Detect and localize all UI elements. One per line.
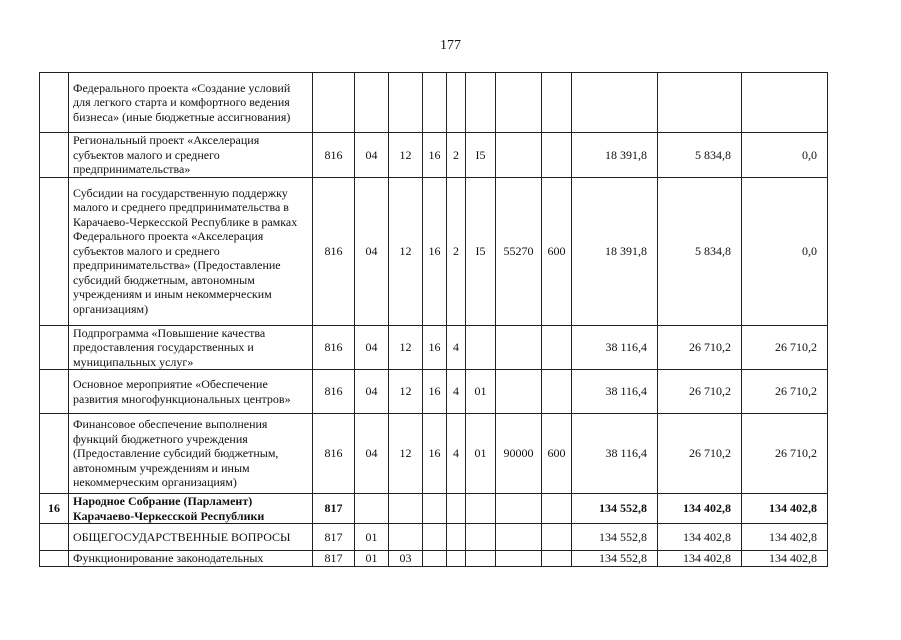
subsection-code-cell: 12 (389, 414, 423, 494)
ministry-code-cell (313, 73, 355, 133)
subprogram-code-cell (447, 73, 466, 133)
section-code-cell: 04 (355, 133, 389, 178)
section-code-cell: 01 (355, 524, 389, 551)
amount-year1-cell: 18 391,8 (572, 133, 658, 178)
activity-code-cell: 01 (466, 370, 496, 414)
ministry-code-cell: 816 (313, 177, 355, 325)
amount-year3-cell: 0,0 (742, 133, 828, 178)
amount-year3-cell: 26 710,2 (742, 325, 828, 370)
amount-year3-cell: 0,0 (742, 177, 828, 325)
row-number-cell (40, 133, 69, 178)
section-code-cell: 04 (355, 370, 389, 414)
row-number-cell (40, 177, 69, 325)
ministry-code-cell: 817 (313, 524, 355, 551)
expense-type-cell (542, 370, 572, 414)
direction-code-cell (496, 370, 542, 414)
program-code-cell (423, 494, 447, 524)
activity-code-cell: I5 (466, 133, 496, 178)
subsection-code-cell (389, 494, 423, 524)
program-code-cell: 16 (423, 177, 447, 325)
subprogram-code-cell (447, 551, 466, 567)
program-code-cell (423, 551, 447, 567)
direction-code-cell: 55270 (496, 177, 542, 325)
amount-year1-cell: 134 552,8 (572, 494, 658, 524)
direction-code-cell (496, 494, 542, 524)
subsection-code-cell: 12 (389, 370, 423, 414)
row-number-cell (40, 551, 69, 567)
activity-code-cell: I5 (466, 177, 496, 325)
table-row (40, 494, 828, 524)
amount-year2-cell: 5 834,8 (658, 177, 742, 325)
amount-year2-cell: 26 710,2 (658, 414, 742, 494)
row-number-cell (40, 325, 69, 370)
section-code-cell: 04 (355, 177, 389, 325)
item-name-cell: Функционирование законодательных (69, 551, 313, 567)
row-number-cell (40, 524, 69, 551)
subsection-code-cell (389, 73, 423, 133)
expense-type-cell: 600 (542, 177, 572, 325)
ministry-code-cell: 817 (313, 551, 355, 567)
direction-code-cell (496, 133, 542, 178)
item-name-cell: ОБЩЕГОСУДАРСТВЕННЫЕ ВОПРОСЫ (69, 524, 313, 551)
amount-year2-cell: 26 710,2 (658, 370, 742, 414)
table-row (40, 177, 828, 325)
subsection-code-cell (389, 524, 423, 551)
item-name-cell: Субсидии на государственную поддержку малого и среднего предпринимательства в Карачаево-Черкесской Республике в рамках Федерального проекта «Акселерация субъектов малого и среднего предпринимательства» (Предоставление субсидий бюджетным, автономным учреждениям и иным некоммерческим организациям) (69, 177, 313, 325)
activity-code-cell: 01 (466, 414, 496, 494)
section-code-cell: 04 (355, 325, 389, 370)
activity-code-cell (466, 551, 496, 567)
item-name-cell: Народное Собрание (Парламент) Карачаево-Черкесской Республики (69, 494, 313, 524)
program-code-cell: 16 (423, 325, 447, 370)
activity-code-cell (466, 325, 496, 370)
expense-type-cell (542, 133, 572, 178)
amount-year2-cell (658, 73, 742, 133)
direction-code-cell: 90000 (496, 414, 542, 494)
item-name-cell: Основное мероприятие «Обеспечение развития многофункциональных центров» (69, 370, 313, 414)
amount-year3-cell: 134 402,8 (742, 524, 828, 551)
item-name-cell: Региональный проект «Акселерация субъектов малого и среднего предпринимательства» (69, 133, 313, 178)
budget-table (39, 72, 828, 567)
page-number: 177 (440, 38, 461, 53)
subsection-code-cell: 03 (389, 551, 423, 567)
amount-year1-cell: 38 116,4 (572, 370, 658, 414)
table-row (40, 370, 828, 414)
row-number-cell: 16 (40, 494, 69, 524)
item-name-cell: Финансовое обеспечение выполнения функций бюджетного учреждения (Предоставление субсидий бюджетным, автономным учреждениям и иным некоммерческим организациям) (69, 414, 313, 494)
section-code-cell (355, 494, 389, 524)
amount-year3-cell: 26 710,2 (742, 414, 828, 494)
subprogram-code-cell: 2 (447, 177, 466, 325)
program-code-cell (423, 73, 447, 133)
amount-year1-cell: 18 391,8 (572, 177, 658, 325)
table-row (40, 325, 828, 370)
amount-year1-cell: 38 116,4 (572, 414, 658, 494)
section-code-cell: 04 (355, 414, 389, 494)
ministry-code-cell: 816 (313, 133, 355, 178)
ministry-code-cell: 816 (313, 325, 355, 370)
amount-year1-cell: 134 552,8 (572, 524, 658, 551)
ministry-code-cell: 817 (313, 494, 355, 524)
row-number-cell (40, 370, 69, 414)
amount-year2-cell: 134 402,8 (658, 551, 742, 567)
activity-code-cell (466, 73, 496, 133)
item-name-cell: Подпрограмма «Повышение качества предоставления государственных и муниципальных услуг» (69, 325, 313, 370)
section-code-cell (355, 73, 389, 133)
table-row (40, 414, 828, 494)
amount-year2-cell: 134 402,8 (658, 524, 742, 551)
item-name-cell: Федерального проекта «Создание условий для легкого старта и комфортного ведения бизнеса» (иные бюджетные ассигнования) (69, 73, 313, 133)
expense-type-cell (542, 551, 572, 567)
row-number-cell (40, 414, 69, 494)
amount-year1-cell (572, 73, 658, 133)
ministry-code-cell: 816 (313, 370, 355, 414)
amount-year2-cell: 5 834,8 (658, 133, 742, 178)
ministry-code-cell: 816 (313, 414, 355, 494)
expense-type-cell (542, 73, 572, 133)
table-row (40, 524, 828, 551)
amount-year2-cell: 26 710,2 (658, 325, 742, 370)
subprogram-code-cell: 4 (447, 370, 466, 414)
amount-year3-cell: 134 402,8 (742, 551, 828, 567)
subsection-code-cell: 12 (389, 177, 423, 325)
amount-year3-cell: 134 402,8 (742, 494, 828, 524)
subprogram-code-cell: 4 (447, 325, 466, 370)
amount-year3-cell: 26 710,2 (742, 370, 828, 414)
amount-year3-cell (742, 73, 828, 133)
subsection-code-cell: 12 (389, 133, 423, 178)
direction-code-cell (496, 325, 542, 370)
program-code-cell (423, 524, 447, 551)
program-code-cell: 16 (423, 370, 447, 414)
direction-code-cell (496, 524, 542, 551)
amount-year2-cell: 134 402,8 (658, 494, 742, 524)
expense-type-cell (542, 325, 572, 370)
subprogram-code-cell (447, 494, 466, 524)
program-code-cell: 16 (423, 133, 447, 178)
expense-type-cell (542, 494, 572, 524)
program-code-cell: 16 (423, 414, 447, 494)
amount-year1-cell: 134 552,8 (572, 551, 658, 567)
direction-code-cell (496, 551, 542, 567)
subprogram-code-cell: 2 (447, 133, 466, 178)
subsection-code-cell: 12 (389, 325, 423, 370)
expense-type-cell: 600 (542, 414, 572, 494)
amount-year1-cell: 38 116,4 (572, 325, 658, 370)
section-code-cell: 01 (355, 551, 389, 567)
direction-code-cell (496, 73, 542, 133)
row-number-cell (40, 73, 69, 133)
table-row (40, 133, 828, 178)
table-row (40, 551, 828, 567)
table-row (40, 73, 828, 133)
subprogram-code-cell: 4 (447, 414, 466, 494)
activity-code-cell (466, 524, 496, 551)
expense-type-cell (542, 524, 572, 551)
subprogram-code-cell (447, 524, 466, 551)
activity-code-cell (466, 494, 496, 524)
